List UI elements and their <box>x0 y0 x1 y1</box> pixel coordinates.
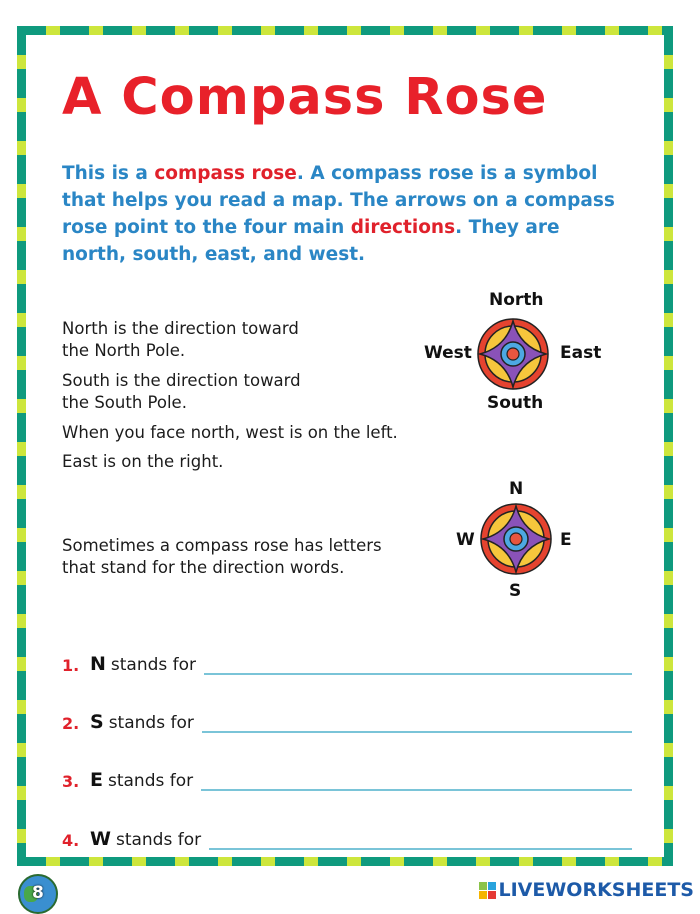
west-left-text: When you face north, west is on the left. <box>62 423 398 442</box>
question-number: 2. <box>62 714 80 733</box>
question-number: 3. <box>62 772 80 791</box>
label-west: West <box>424 343 472 363</box>
answer-input-w[interactable] <box>209 826 632 850</box>
question-text: stands for <box>115 830 202 850</box>
question-2 <box>62 705 632 733</box>
intro-highlight-directions: directions <box>350 217 456 238</box>
label-north: North <box>489 290 544 310</box>
answer-input-n[interactable] <box>204 651 632 675</box>
letter-north: N <box>509 479 524 499</box>
intro-highlight-compass-rose: compass rose <box>154 163 297 184</box>
liveworksheets-logo-icon <box>479 882 496 899</box>
label-south: South <box>487 393 544 413</box>
question-text: stands for <box>107 771 194 791</box>
border-bottom <box>17 857 673 866</box>
question-number: 1. <box>62 656 80 675</box>
question-number: 4. <box>62 831 80 850</box>
north-definition-line2: the North Pole. <box>62 341 186 360</box>
question-4 <box>62 822 632 850</box>
letter-east: E <box>560 530 572 550</box>
question-text: stands for <box>110 655 197 675</box>
compass-rose-icon <box>479 502 553 576</box>
question-letter: W <box>90 828 111 850</box>
question-1 <box>62 647 632 675</box>
letter-west: W <box>456 530 475 550</box>
south-definition <box>62 370 301 414</box>
compass-rose-icon <box>476 317 550 391</box>
question-text: stands for <box>108 713 194 733</box>
liveworksheets-brand <box>479 879 694 901</box>
border-right <box>664 26 673 866</box>
question-letter: S <box>90 711 104 733</box>
page-number-globe-icon <box>18 874 58 914</box>
page-title: A Compass Rose <box>62 68 548 127</box>
answer-input-s[interactable] <box>202 709 632 733</box>
letters-explanation <box>62 535 382 579</box>
letter-south: S <box>509 581 522 601</box>
border-top <box>17 26 673 35</box>
letters-line1: Sometimes a compass rose has letters <box>62 536 382 555</box>
brand-name: LIVEWORKSHEETS <box>498 879 694 901</box>
north-definition <box>62 318 299 362</box>
letters-line2: that stand for the direction words. <box>62 558 345 577</box>
label-east: East <box>560 343 602 363</box>
intro-text: This is a <box>62 163 155 184</box>
east-right-text: East is on the right. <box>62 452 224 471</box>
answer-input-e[interactable] <box>201 767 632 791</box>
question-letter: N <box>90 653 106 675</box>
south-definition-line1: South is the direction toward <box>62 371 301 390</box>
page-number: 8 <box>32 883 44 903</box>
question-3 <box>62 763 632 791</box>
border-left <box>17 26 26 866</box>
intro-text: . They are north, south, east, and west. <box>62 217 560 265</box>
south-definition-line2: the South Pole. <box>62 393 187 412</box>
intro-paragraph <box>62 160 622 268</box>
north-definition-line1: North is the direction toward <box>62 319 299 338</box>
question-letter: E <box>90 769 103 791</box>
intro-text: . A compass rose is a symbol that helps you read a map. The arrows on a compass rose point to the four main <box>62 163 615 238</box>
